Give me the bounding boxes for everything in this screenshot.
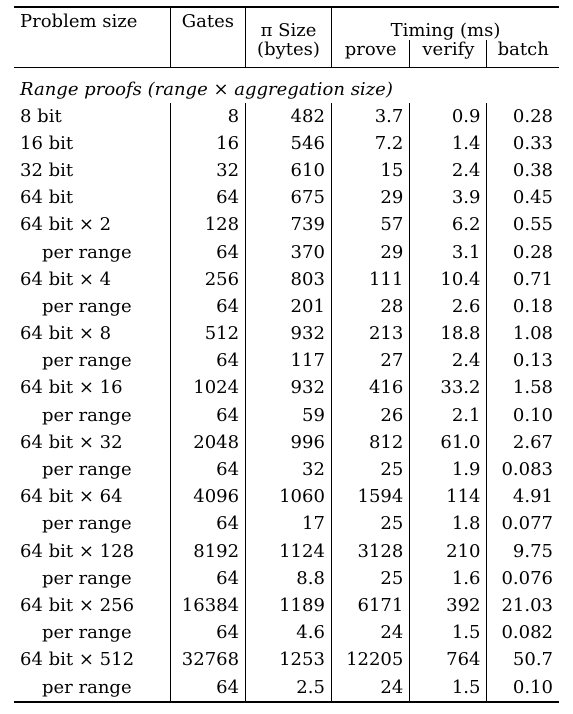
cell-problem-size: per range [42, 567, 132, 589]
cell-verify: 114 [410, 484, 487, 511]
cell-batch: 0.55 [487, 212, 559, 239]
cell-problem-size: 64 bit × 4 [20, 268, 112, 290]
cell-prove: 25 [331, 511, 409, 538]
cell-verify: 1.5 [410, 620, 487, 647]
cell-problem-size: 64 bit × 16 [20, 377, 123, 399]
cell-pi-size: 932 [246, 321, 332, 348]
cell-prove: 12205 [331, 647, 409, 674]
cell-verify: 2.1 [410, 402, 487, 429]
cell-gates: 64 [170, 674, 245, 702]
cell-batch: 9.75 [487, 538, 559, 565]
table-row [14, 402, 559, 429]
cell-problem-size: per range [42, 513, 132, 535]
cell-verify: 10.4 [410, 266, 487, 293]
cell-verify: 0.9 [410, 103, 487, 130]
cell-gates: 64 [170, 348, 245, 375]
table-row [14, 375, 559, 402]
cell-pi-size: 117 [246, 348, 332, 375]
cell-batch: 1.08 [487, 321, 559, 348]
cell-verify: 1.5 [410, 674, 487, 702]
cell-prove: 213 [331, 321, 409, 348]
header-verify: verify [410, 40, 487, 68]
cell-batch: 0.18 [487, 293, 559, 320]
cell-verify: 2.6 [410, 293, 487, 320]
cell-problem-size: 32 bit [20, 159, 74, 181]
cell-batch: 0.33 [487, 130, 559, 157]
cell-batch: 0.71 [487, 266, 559, 293]
cell-batch: 1.58 [487, 375, 559, 402]
table-row [14, 484, 559, 511]
cell-gates: 64 [170, 293, 245, 320]
table-row [14, 565, 559, 592]
cell-pi-size: 803 [246, 266, 332, 293]
cell-prove: 3.7 [331, 103, 409, 130]
cell-prove: 15 [331, 157, 409, 184]
cell-prove: 27 [331, 348, 409, 375]
cell-pi-size: 482 [246, 103, 332, 130]
cell-gates: 2048 [170, 429, 245, 456]
table-row [14, 157, 559, 184]
section-row [14, 74, 559, 103]
cell-prove: 28 [331, 293, 409, 320]
cell-batch: 0.45 [487, 185, 559, 212]
header-problem-size: Problem size [20, 11, 138, 32]
cell-verify: 61.0 [410, 429, 487, 456]
cell-pi-size: 610 [246, 157, 332, 184]
cell-gates: 128 [170, 212, 245, 239]
cell-pi-size: 675 [246, 185, 332, 212]
cell-pi-size: 1060 [246, 484, 332, 511]
cell-pi-size: 201 [246, 293, 332, 320]
header-batch: batch [487, 40, 559, 68]
cell-pi-size: 32 [246, 456, 332, 483]
cell-batch: 0.082 [487, 620, 559, 647]
header-pi-size: π Size [246, 7, 332, 40]
cell-problem-size: per range [42, 459, 132, 481]
table-row [14, 456, 559, 483]
cell-problem-size: 16 bit [20, 132, 74, 154]
table-row [14, 185, 559, 212]
cell-problem-size: per range [42, 295, 132, 317]
cell-prove: 111 [331, 266, 409, 293]
cell-gates: 64 [170, 402, 245, 429]
cell-gates: 64 [170, 456, 245, 483]
cell-pi-size: 1189 [246, 592, 332, 619]
cell-verify: 764 [410, 647, 487, 674]
cell-verify: 3.9 [410, 185, 487, 212]
cell-verify: 2.4 [410, 348, 487, 375]
header-prove: prove [331, 40, 409, 68]
cell-verify: 1.8 [410, 511, 487, 538]
cell-gates: 32768 [170, 647, 245, 674]
header-row-1 [14, 7, 559, 40]
cell-verify: 1.6 [410, 565, 487, 592]
cell-pi-size: 1253 [246, 647, 332, 674]
cell-prove: 1594 [331, 484, 409, 511]
cell-pi-size: 8.8 [246, 565, 332, 592]
cell-problem-size: per range [42, 622, 132, 644]
cell-pi-size: 4.6 [246, 620, 332, 647]
table-row [14, 348, 559, 375]
table-row [14, 620, 559, 647]
cell-verify: 1.4 [410, 130, 487, 157]
table-row [14, 511, 559, 538]
cell-pi-size: 17 [246, 511, 332, 538]
cell-batch: 0.38 [487, 157, 559, 184]
cell-prove: 26 [331, 402, 409, 429]
cell-pi-size: 932 [246, 375, 332, 402]
cell-gates: 1024 [170, 375, 245, 402]
cell-gates: 64 [170, 565, 245, 592]
cell-gates: 4096 [170, 484, 245, 511]
cell-gates: 16384 [170, 592, 245, 619]
cell-batch: 21.03 [487, 592, 559, 619]
table-row [14, 647, 559, 674]
cell-problem-size: per range [42, 404, 132, 426]
cell-prove: 416 [331, 375, 409, 402]
cell-batch: 0.28 [487, 239, 559, 266]
cell-gates: 32 [170, 157, 245, 184]
header-gates: Gates [170, 7, 245, 68]
cell-batch: 0.077 [487, 511, 559, 538]
cell-problem-size: 64 bit × 8 [20, 323, 112, 345]
cell-problem-size: 64 bit [20, 187, 74, 209]
cell-prove: 24 [331, 620, 409, 647]
results-table [14, 6, 559, 703]
table-row [14, 293, 559, 320]
table-row [14, 130, 559, 157]
cell-prove: 29 [331, 185, 409, 212]
cell-problem-size: 64 bit × 256 [20, 594, 135, 616]
cell-verify: 1.9 [410, 456, 487, 483]
table-row [14, 321, 559, 348]
cell-verify: 6.2 [410, 212, 487, 239]
cell-batch: 4.91 [487, 484, 559, 511]
cell-pi-size: 546 [246, 130, 332, 157]
cell-prove: 6171 [331, 592, 409, 619]
cell-gates: 16 [170, 130, 245, 157]
cell-batch: 0.10 [487, 674, 559, 702]
cell-gates: 64 [170, 511, 245, 538]
cell-problem-size: 64 bit × 128 [20, 540, 135, 562]
cell-batch: 0.28 [487, 103, 559, 130]
cell-prove: 57 [331, 212, 409, 239]
header-pi-bytes: (bytes) [246, 40, 332, 68]
cell-batch: 2.67 [487, 429, 559, 456]
cell-gates: 512 [170, 321, 245, 348]
table-row [14, 212, 559, 239]
cell-batch: 0.083 [487, 456, 559, 483]
cell-problem-size: per range [42, 676, 132, 698]
cell-prove: 7.2 [331, 130, 409, 157]
cell-problem-size: 64 bit × 2 [20, 214, 112, 236]
cell-verify: 392 [410, 592, 487, 619]
cell-prove: 25 [331, 456, 409, 483]
cell-batch: 0.076 [487, 565, 559, 592]
table-row [14, 239, 559, 266]
table-row [14, 674, 559, 702]
table-header [14, 7, 559, 68]
cell-prove: 24 [331, 674, 409, 702]
table-row [14, 103, 559, 130]
cell-gates: 64 [170, 620, 245, 647]
cell-gates: 256 [170, 266, 245, 293]
cell-verify: 3.1 [410, 239, 487, 266]
cell-prove: 3128 [331, 538, 409, 565]
cell-verify: 33.2 [410, 375, 487, 402]
table-body [14, 68, 559, 703]
table-row [14, 538, 559, 565]
cell-problem-size: per range [42, 241, 132, 263]
cell-problem-size: per range [42, 350, 132, 372]
cell-problem-size: 64 bit × 64 [20, 486, 123, 508]
table-row [14, 592, 559, 619]
cell-gates: 64 [170, 239, 245, 266]
cell-prove: 25 [331, 565, 409, 592]
cell-prove: 29 [331, 239, 409, 266]
cell-prove: 812 [331, 429, 409, 456]
cell-gates: 8 [170, 103, 245, 130]
cell-batch: 50.7 [487, 647, 559, 674]
cell-pi-size: 2.5 [246, 674, 332, 702]
cell-pi-size: 370 [246, 239, 332, 266]
cell-pi-size: 1124 [246, 538, 332, 565]
cell-gates: 64 [170, 185, 245, 212]
header-timing: Timing (ms) [331, 7, 559, 40]
cell-verify: 210 [410, 538, 487, 565]
cell-pi-size: 59 [246, 402, 332, 429]
cell-problem-size: 8 bit [20, 105, 62, 127]
cell-batch: 0.10 [487, 402, 559, 429]
cell-gates: 8192 [170, 538, 245, 565]
section-title: Range proofs (range × aggregation size) [20, 78, 393, 100]
cell-batch: 0.13 [487, 348, 559, 375]
table-row [14, 429, 559, 456]
table-row [14, 266, 559, 293]
cell-verify: 2.4 [410, 157, 487, 184]
cell-verify: 18.8 [410, 321, 487, 348]
cell-pi-size: 739 [246, 212, 332, 239]
cell-problem-size: 64 bit × 512 [20, 649, 135, 671]
cell-pi-size: 996 [246, 429, 332, 456]
cell-problem-size: 64 bit × 32 [20, 431, 123, 453]
